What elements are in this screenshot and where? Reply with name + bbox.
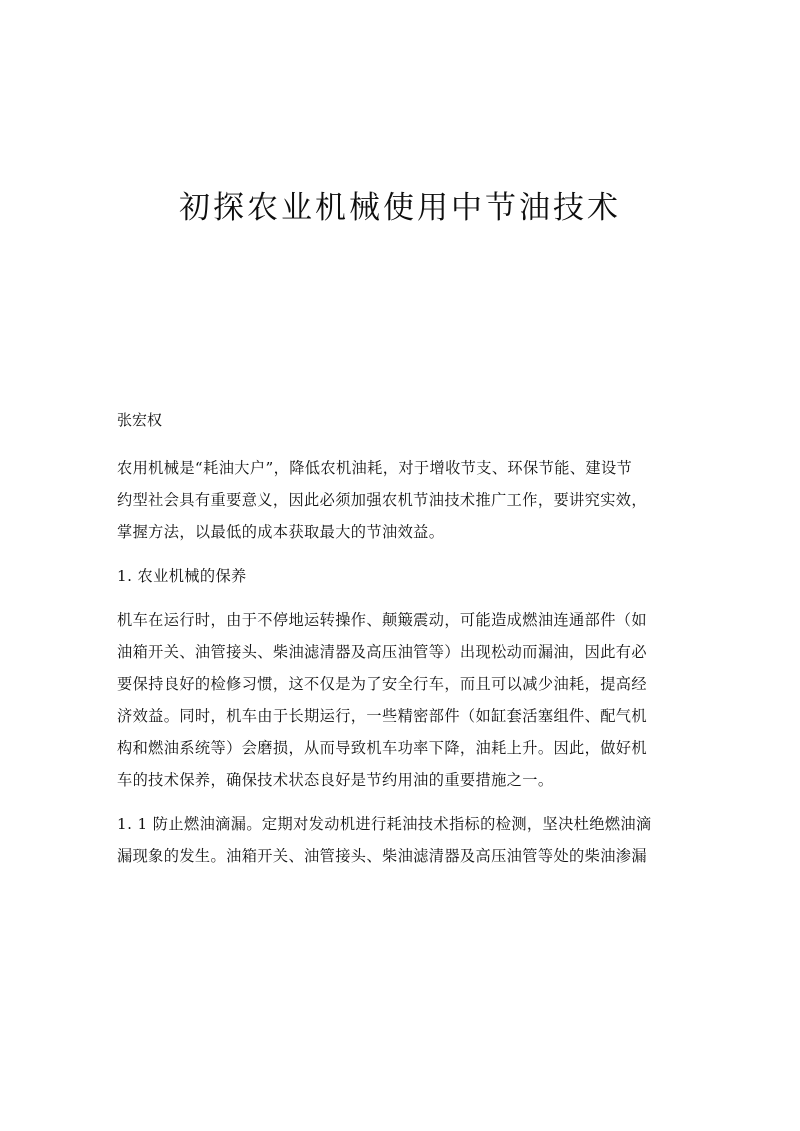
paragraph-line: 农用机械是“耗油大户”，降低农机油耗，对于增收节支、环保节能、建设节: [117, 459, 633, 477]
section-heading-text: 1. 农业机械的保养: [117, 567, 247, 585]
author-name: 张宏权: [117, 411, 163, 429]
document-body: [117, 452, 683, 872]
paragraph-line: 油箱开关、油管接头、柴油滤清器及高压油管等）出现松动而漏油，因此有必: [117, 643, 647, 661]
paragraph-leak-prevention: [117, 808, 683, 872]
paragraph-intro: [117, 452, 683, 548]
paragraph-line: 构和燃油系统等）会磨损，从而导致机车功率下降，油耗上升。因此，做好机: [117, 739, 647, 757]
paragraph-line: 掌握方法，以最低的成本获取最大的节油效益。: [117, 523, 445, 541]
section-heading-1: [117, 560, 683, 592]
paragraph-line: 约型社会具有重要意义，因此必须加强农机节油技术推广工作，要讲究实效，: [117, 491, 647, 509]
paragraph-line: 济效益。同时，机车由于长期运行，一些精密部件（如缸套活塞组件、配气机: [117, 707, 647, 725]
document-title: 初探农业机械使用中节油技术: [179, 190, 621, 226]
paragraph-maintenance: [117, 604, 683, 796]
paragraph-line: 漏现象的发生。油箱开关、油管接头、柴油滤清器及高压油管等处的柴油渗漏: [117, 847, 647, 865]
paragraph-line: 1. 1 防止燃油滴漏。定期对发动机进行耗油技术指标的检测，坚决杜绝燃油滴: [117, 815, 652, 833]
paragraph-line: 车的技术保养，确保技术状态良好是节约用油的重要措施之一。: [117, 771, 554, 789]
paragraph-line: 机车在运行时，由于不停地运转操作、颠簸震动，可能造成燃油连通部件（如: [117, 611, 647, 629]
paragraph-line: 要保持良好的检修习惯，这不仅是为了安全行车，而且可以减少油耗，提高经: [117, 675, 647, 693]
